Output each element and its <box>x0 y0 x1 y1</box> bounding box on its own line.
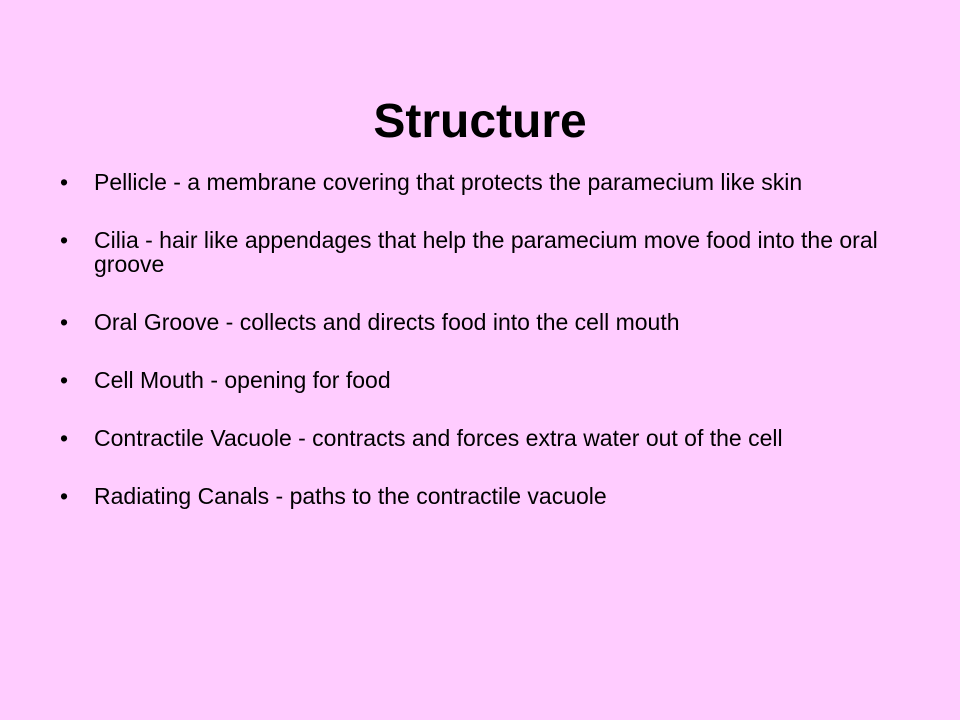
bullet-item-cilia <box>60 228 910 276</box>
bullet-text: Contractile Vacuole - contracts and forces extra water out of the cell <box>94 425 783 451</box>
bullet-icon: • <box>60 483 69 509</box>
bullet-text: Radiating Canals - paths to the contractile vacuole <box>94 483 607 509</box>
bullet-item-pellicle <box>60 170 910 194</box>
bullet-item-contractile-vacuole <box>60 426 910 450</box>
bullet-text: Oral Groove - collects and directs food into the cell mouth <box>94 309 680 335</box>
bullet-item-oral-groove <box>60 310 910 334</box>
bullet-list <box>60 170 910 542</box>
bullet-icon: • <box>60 169 69 195</box>
bullet-icon: • <box>60 227 69 253</box>
bullet-item-cell-mouth <box>60 368 910 392</box>
bullet-icon: • <box>60 425 69 451</box>
bullet-item-radiating-canals <box>60 484 910 508</box>
slide-title: Structure <box>373 95 587 149</box>
bullet-text: Cell Mouth - opening for food <box>94 367 391 393</box>
bullet-text: Cilia - hair like appendages that help the paramecium move food into the oral groove <box>94 227 878 277</box>
bullet-icon: • <box>60 367 69 393</box>
bullet-text: Pellicle - a membrane covering that protects the paramecium like skin <box>94 169 803 195</box>
bullet-icon: • <box>60 309 69 335</box>
